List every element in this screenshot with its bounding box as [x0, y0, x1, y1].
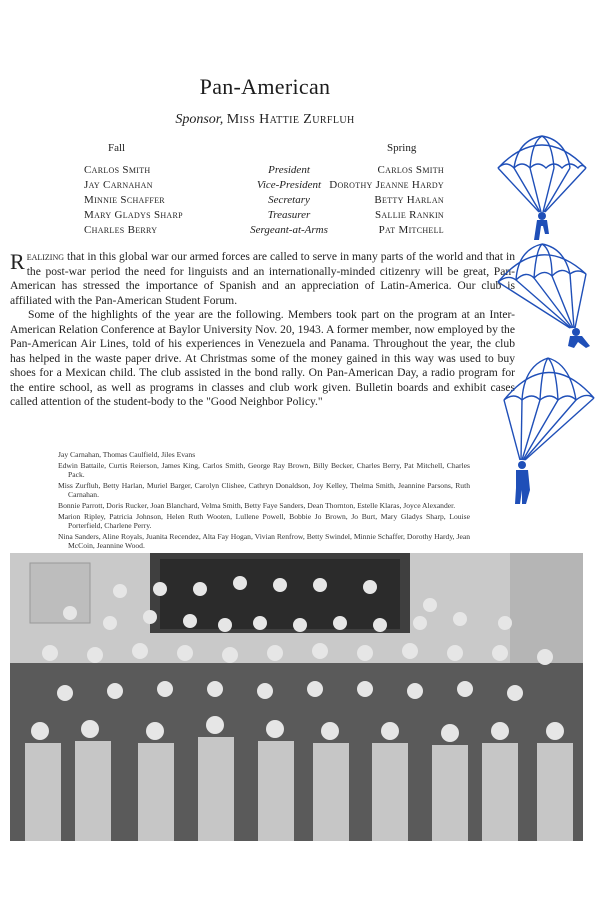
- officer-office: Treasurer: [267, 209, 311, 221]
- officer-spring: Pat Mitchell: [378, 224, 444, 236]
- parachute-illustration-2: [490, 238, 598, 350]
- names-row: Nina Sanders, Aline Royals, Juanita Recendez, Alta Fay Hogan, Vivian Renfrow, Betty Swindel, Minnie Schaffer, Dorothy Hardy, Jean McCoin, Jeannine Wood.: [58, 532, 470, 550]
- names-row: Edwin Battaile, Curtis Reierson, James King, Carlos Smith, George Ray Brown, Billy Becker, Charles Berry, Pat Mitchell, Charles Pack.: [58, 461, 470, 479]
- officer-fall: Charles Berry: [84, 224, 158, 236]
- officer-office: Sergeant-at-Arms: [250, 224, 328, 236]
- page-title: Pan-American: [199, 74, 331, 99]
- paragraph-1-text: that in this global war our armed forces are called to serve in many parts of the world and that in the post-war period the need for linguists and an internationally-minded citizenry will be great, Pan-American has stressed the importance of Spanish and an appreciation of Latin-America. Our club is affiliated with the Pan-American Student Forum.: [10, 250, 516, 307]
- officers-table: [84, 164, 444, 239]
- officer-row: [84, 209, 444, 224]
- names-row: Marion Ripley, Patricia Johnson, Helen Ruth Wooten, Lullene Powell, Bobbie Jo Brown, Jo Burt, Mary Gladys Sharp, Louise Porterfield, Charlene Perry.: [58, 512, 470, 530]
- officer-spring: Sallie Rankin: [375, 209, 444, 221]
- sponsor-name: Miss Hattie Zurfluh: [226, 112, 355, 127]
- sponsor-line: [0, 112, 530, 128]
- club-group-photo: [10, 553, 583, 841]
- group-photo-drawing: [10, 553, 583, 841]
- officer-fall: Jay Carnahan: [84, 179, 153, 191]
- fall-label: Fall: [108, 142, 126, 154]
- names-row: Bonnie Parrott, Doris Rucker, Joan Blanchard, Velma Smith, Betty Faye Sanders, Dean Thornton, Estelle Klaras, Joyce Alexander.: [58, 501, 456, 510]
- officer-spring: Dorothy Jeanne Hardy: [329, 179, 444, 191]
- officer-fall: Mary Gladys Sharp: [84, 209, 183, 221]
- paragraph-2: Some of the highlights of the year are the following. Members took part on the program at an Inter-American Relation Conference at Baylor University Nov. 20, 1943. A former member, now employed by the Pan-American Air Lines, told of his experiences in Venezuela and Panama. Throughout the year, the club has helped in the waste paper drive. At Christmas some of the money gained in this way was used to buy shoes for a Mexican child. The club assisted in the bond rally. On Pan-American Day, a radio program for the entire school, as well as programs in classes and club work given. Bulletin boards and exhibit cases called attention of the student-body to the "Good Neighbor Policy.": [10, 308, 515, 408]
- lead-word: ealizing: [26, 250, 65, 263]
- officer-fall: Carlos Smith: [84, 164, 151, 176]
- club-description: [10, 250, 515, 410]
- officer-row: [84, 179, 444, 194]
- officer-fall: Minnie Schaffer: [84, 194, 165, 206]
- sponsor-role: Sponsor,: [175, 112, 224, 127]
- names-row: Miss Zurfluh, Betty Harlan, Muriel Barger, Carolyn Clishee, Cathryn Donaldson, Joy Kelley, Thelma Smith, Jeannine Parsons, Ruth Carnahan.: [58, 481, 470, 499]
- names-row: Jay Carnahan, Thomas Caulfield, Jiles Evans: [58, 450, 196, 459]
- officer-row: [84, 194, 444, 209]
- officer-office: President: [268, 164, 310, 176]
- officer-spring: Betty Harlan: [374, 194, 444, 206]
- drop-cap: R: [10, 249, 25, 274]
- officer-row: [84, 224, 444, 239]
- officer-row: [84, 164, 444, 179]
- parachute-illustration-1: [492, 130, 592, 242]
- member-names: [58, 450, 470, 552]
- officer-office: Vice-President: [256, 179, 322, 191]
- paragraph-1: [10, 250, 515, 308]
- parachute-illustration-3: [500, 352, 598, 512]
- officer-office: Secretary: [268, 194, 310, 206]
- spring-label: Spring: [387, 142, 417, 154]
- officer-spring: Carlos Smith: [377, 164, 444, 176]
